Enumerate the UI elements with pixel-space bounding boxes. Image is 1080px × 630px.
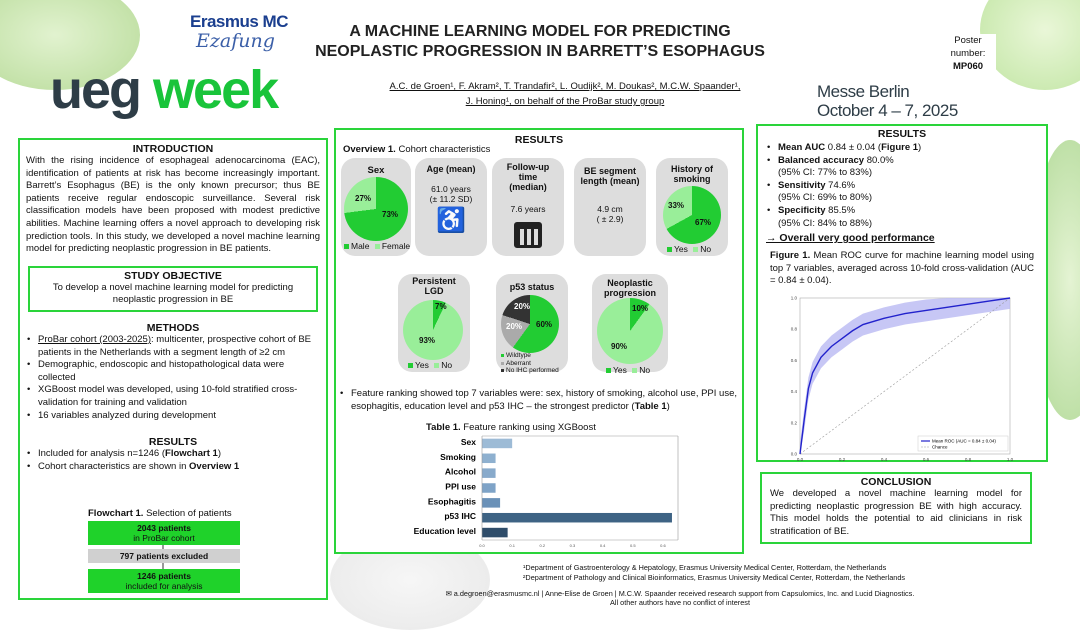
erasmus-logo (190, 12, 310, 52)
feature-text-end: ) (666, 400, 670, 412)
study-objective-text: To develop a novel machine learning model for predicting neoplastic progression in BE (52, 281, 294, 306)
right-results-heading: RESULTS (877, 128, 927, 140)
sex-legend (344, 241, 410, 251)
metric-balanced-accuracy (766, 155, 1038, 180)
erasmus-logo-script: Ezafung (196, 30, 275, 52)
segment-value: 4.9 cm (597, 204, 623, 214)
sex-female-pct: 27% (355, 194, 372, 203)
segment-card (574, 158, 646, 256)
y-tick-label: 0.8 (790, 326, 797, 332)
smoking-title: History of smoking (670, 164, 713, 184)
figure-ref: Figure 1 (881, 142, 919, 153)
flowchart-label: Flowchart 1. (88, 508, 144, 519)
results-item-text: Cohort characteristics are shown in (38, 460, 190, 472)
neoplastic-legend (606, 365, 650, 375)
metric-value: 74.6% (825, 179, 856, 191)
metric-ci: (95% CI: 69% to 80%) (778, 192, 872, 204)
yes-swatch (606, 368, 611, 373)
lgd-yes-pct: 7% (435, 302, 447, 311)
contact-text: a.degroen@erasmusmc.nl | Anne-Elise de Groen | M.C.W. Spaander received research support from Capsulomics, Inc. and Lucid Diagnostics. (453, 589, 915, 598)
conclusion-text: We developed a novel machine learning model for predicting neoplastic progression BE with high accuracy. This model holds the potential to aid clinicians in risk stratification of BE. (770, 488, 1022, 537)
x-tick-label: 0.5 (629, 543, 636, 548)
table-label: Table 1. (426, 422, 461, 433)
neo-yes-pct: 10% (632, 304, 649, 313)
sex-pie-chart (344, 177, 408, 241)
p53-aberrant-pct: 20% (506, 322, 523, 331)
no-label: No (441, 360, 453, 370)
flowchart-box-count: 797 patients excluded (119, 551, 209, 561)
feature-ranking-bar-chart (396, 432, 686, 552)
feature-bar (482, 483, 496, 493)
venue-name: Messe Berlin (817, 82, 910, 101)
author-line1: A.C. de Groen¹, F. Akram², T. Trandafir², L. Oudijk², M. Doukas², M.C.W. Spaander¹, (389, 81, 741, 92)
feature-label: p53 IHC (444, 511, 476, 522)
smoking-yes-pct: 67% (695, 218, 712, 227)
x-tick-label: 0.4 (599, 543, 606, 548)
neo-no-pct: 90% (611, 342, 628, 351)
feature-ranking-text (339, 388, 737, 413)
segment-title: BE segment length (mean) (580, 166, 640, 186)
feature-label: PPI use (445, 481, 476, 492)
wildtype-swatch (501, 354, 504, 357)
yes-label: Yes (613, 365, 627, 375)
lgd-title: Persistent LGD (412, 276, 456, 296)
followup-title: Follow-up time (median) (506, 162, 550, 192)
no-label: No (639, 365, 651, 375)
roc-curve-chart (786, 294, 1016, 464)
aberrant-swatch (501, 362, 504, 365)
table-ref: Table 1 (634, 400, 667, 412)
y-tick-label: 0.4 (790, 389, 797, 395)
overview-label: Overview 1. (343, 144, 396, 155)
methods-heading: METHODS (146, 321, 200, 334)
feature-bar (482, 498, 500, 508)
venue-dates: October 4 – 7, 2025 (817, 101, 958, 120)
figure-caption-text: Mean ROC curve for machine learning model using top 7 variables, averaged across 10-fold cross-validation (AUC = 0.84 ± 0.04). (770, 250, 1035, 287)
feature-ranking-list (339, 388, 737, 413)
p53-wild-pct: 60% (536, 320, 553, 329)
male-label: Male (351, 241, 370, 251)
middle-results-heading: RESULTS (514, 134, 564, 146)
yes-swatch (667, 247, 672, 252)
legend-row (501, 352, 559, 360)
methods-item: • Demographic, endoscopic and histopathological data were collected (26, 359, 320, 384)
study-objective-box (28, 266, 318, 312)
coi-line: All other authors have no conflict of interest (610, 598, 750, 607)
feature-label: Alcohol (444, 466, 476, 477)
feature-text: Feature ranking showed top 7 variables were: sex, history of smoking, alcohol use, PPI use, esophagitis, education level and p53 IHC – the strongest predictor ( (351, 388, 738, 412)
yes-swatch (408, 363, 413, 368)
metric-end: ) (918, 142, 922, 153)
figure-caption (766, 250, 1038, 288)
metric-ci: (95% CI: 77% to 83%) (778, 167, 872, 179)
methods-item-text: : multicenter, prospective cohort of BE patients in the Netherlands with a segment length of ≥2 cm (38, 333, 312, 358)
smoking-pie-chart (663, 186, 721, 244)
figure-label: Figure 1. (770, 250, 811, 262)
flowchart-caption (88, 508, 232, 519)
metric-name: Specificity (778, 204, 826, 216)
followup-value: 7.6 years (510, 204, 546, 214)
p53-legend (501, 352, 559, 375)
metric-value: 85.5% (825, 204, 856, 216)
metric-value: 0.84 ± 0.04 ( (825, 142, 882, 153)
no-label: No (700, 244, 712, 254)
author-line2: J. Honing¹, on behalf of the ProBar study group (465, 96, 665, 107)
flowchart-box-excluded (88, 549, 240, 563)
poster-number: MP060 (952, 61, 984, 72)
middle-column-panel (334, 128, 744, 554)
metric-auc (766, 142, 1038, 155)
noihc-swatch (501, 369, 504, 372)
flowchart-ref: Flowchart 1 (165, 448, 218, 460)
lgd-legend (408, 360, 452, 370)
left-results-heading: RESULTS (148, 436, 198, 449)
results-item-text: Included for analysis n=1246 ( (38, 448, 166, 460)
male-swatch (344, 244, 349, 249)
methods-item-underlined: ProBar cohort (2003-2025) (38, 333, 152, 345)
no-swatch (693, 247, 698, 252)
results-item-end: ) (217, 448, 221, 460)
metric-sensitivity (766, 180, 1038, 205)
methods-item: • XGBoost model was developed, using 10-fold stratified cross-validation for training and validation (26, 384, 320, 409)
yes-label: Yes (415, 360, 429, 370)
smoking-no-pct: 33% (668, 201, 685, 210)
study-objective-heading: STUDY OBJECTIVE (124, 269, 222, 282)
no-swatch (632, 368, 637, 373)
wildtype-label: Wildtype (506, 352, 531, 359)
flowchart-box-text: in ProBar cohort (133, 533, 195, 543)
x-tick-label: 0.6 (922, 457, 930, 462)
feature-bar (482, 513, 672, 523)
poster-number-box (940, 34, 996, 73)
noihc-label: No IHC performed (506, 367, 559, 374)
metric-name: Balanced accuracy (778, 154, 865, 166)
feature-label: Sex (460, 436, 476, 447)
table-caption-text: Feature ranking using XGBoost (460, 422, 596, 433)
flowchart-box-included (88, 569, 240, 593)
p53-noihc-pct: 20% (514, 302, 531, 311)
venue-block (817, 82, 958, 120)
overview-ref: Overview 1 (189, 460, 240, 472)
elderly-person-icon: ♿ (436, 207, 466, 234)
aberrant-label: Aberrant (506, 359, 531, 367)
age-sd: (± 11.2 SD) (429, 194, 473, 204)
contact-line (400, 589, 960, 598)
flowchart-box-count: 2043 patients (137, 523, 191, 533)
y-tick-label: 0.2 (790, 420, 797, 426)
flowchart-box-count: 1246 patients (137, 571, 191, 581)
metric-value: 80.0% (864, 154, 894, 166)
x-tick-label: 0.0 (479, 543, 485, 548)
x-tick-label: 0.0 (796, 457, 804, 462)
overview-caption-text: Cohort characteristics (395, 144, 491, 155)
affiliations (523, 563, 905, 583)
yes-label: Yes (674, 244, 688, 254)
age-title: Age (mean) (426, 164, 476, 174)
metric-name: Mean AUC (778, 142, 826, 153)
x-tick-label: 1.0 (1006, 457, 1014, 462)
calendar-icon (514, 222, 542, 248)
conclusion-panel (760, 472, 1032, 544)
y-tick-label: 1.0 (790, 295, 797, 301)
metrics-list (766, 142, 1038, 230)
neoplastic-title: Neoplastic progression (603, 278, 656, 298)
metric-specificity (766, 205, 1038, 230)
x-tick-label: 0.2 (539, 543, 546, 548)
conclusion-heading: CONCLUSION (860, 476, 932, 488)
feature-label: Esophagitis (427, 496, 476, 507)
feature-bar (482, 528, 508, 538)
right-results-panel (756, 124, 1048, 462)
y-tick-label: 0.0 (790, 451, 797, 457)
no-swatch (434, 363, 439, 368)
poster-title-line1: A MACHINE LEARNING MODEL FOR PREDICTING (349, 23, 731, 40)
lgd-pie-chart (403, 300, 463, 360)
feature-label: Education level (413, 526, 476, 537)
erasmus-logo-text: Erasmus MC (190, 12, 288, 31)
contact-footer (400, 589, 960, 607)
affiliation-2: ²Department of Pathology and Clinical Bioinformatics, Erasmus University Medical Center, Rotterdam, the Netherlands (523, 573, 906, 582)
p53-title: p53 status (509, 282, 555, 292)
methods-item: • 16 variables analyzed during development (26, 410, 320, 423)
week-logo-text: week (153, 60, 278, 120)
left-column-panel (18, 138, 328, 600)
legend-row (501, 367, 559, 375)
methods-list (26, 334, 320, 422)
introduction-heading: INTRODUCTION (132, 143, 214, 155)
poster-title-line2: NEOPLASTIC PROGRESSION IN BARRETT’S ESOPHAGUS (315, 43, 765, 60)
female-swatch (375, 244, 380, 249)
x-tick-label: 0.2 (838, 457, 846, 462)
sex-male-pct: 73% (382, 210, 399, 219)
overall-performance: → Overall very good performance (766, 232, 935, 245)
feature-bar (482, 439, 512, 449)
sex-title: Sex (367, 165, 385, 176)
flowchart-box-text: included for analysis (125, 581, 203, 591)
followup-card (492, 158, 564, 256)
results-item (26, 461, 320, 474)
feature-label: Smoking (440, 451, 476, 462)
neoplastic-pie-chart (597, 298, 663, 364)
affiliation-1: ¹Department of Gastroenterology & Hepatology, Erasmus University Medical Center, Rotterdam, the Netherlands (523, 563, 887, 572)
ueg-week-logo (50, 62, 277, 118)
poster-number-label1: Poster (954, 35, 982, 46)
methods-item (26, 334, 320, 359)
lgd-no-pct: 93% (419, 336, 436, 345)
flowchart-box-cohort (88, 521, 240, 545)
left-results-list (26, 448, 320, 473)
legend-row (501, 360, 559, 368)
segment-sd: ( ± 2.9) (596, 214, 624, 224)
x-tick-label: 0.3 (569, 543, 576, 548)
feature-bar (482, 454, 496, 464)
feature-bar (482, 468, 496, 478)
x-tick-label: 0.8 (964, 457, 972, 462)
author-list (360, 79, 770, 109)
x-tick-label: 0.4 (880, 457, 888, 462)
age-value: 61.0 years (431, 184, 471, 194)
legend-roc-label: Mean ROC (AUC = 0.84 ± 0.04) (932, 438, 996, 444)
metric-name: Sensitivity (778, 179, 826, 191)
x-tick-label: 0.6 (660, 543, 666, 548)
age-card (415, 158, 487, 256)
smoking-legend (667, 244, 711, 254)
introduction-text: With the rising incidence of esophageal adenocarcinoma (EAC), identification of patients at risk has become increasingly important. Barrett’s Esophagus (BE) is the only known precursor; thus BE patients receive regular endoscopic surveillance. Several risk classification models have been proposed with modest predictive abilities. Machine learning offers a novel approach to developing risk prediction tools. In this study, we developed a novel machine learning model for predicting neoplastic progression in BE patients. (26, 155, 320, 255)
poster-number-label2: number: (950, 48, 986, 59)
flowchart-caption-text: Selection of patients (143, 508, 232, 519)
poster-title (300, 22, 780, 62)
email-icon: ✉ (445, 589, 452, 598)
legend-chance-label: Chance (932, 444, 948, 450)
results-item (26, 448, 320, 461)
overview-caption (343, 144, 490, 155)
female-label: Female (381, 241, 411, 251)
y-tick-label: 0.6 (790, 357, 797, 363)
ueg-logo-text: ueg (50, 60, 141, 120)
metric-ci: (95% CI: 84% to 88%) (778, 217, 872, 229)
x-tick-label: 0.1 (509, 543, 515, 548)
